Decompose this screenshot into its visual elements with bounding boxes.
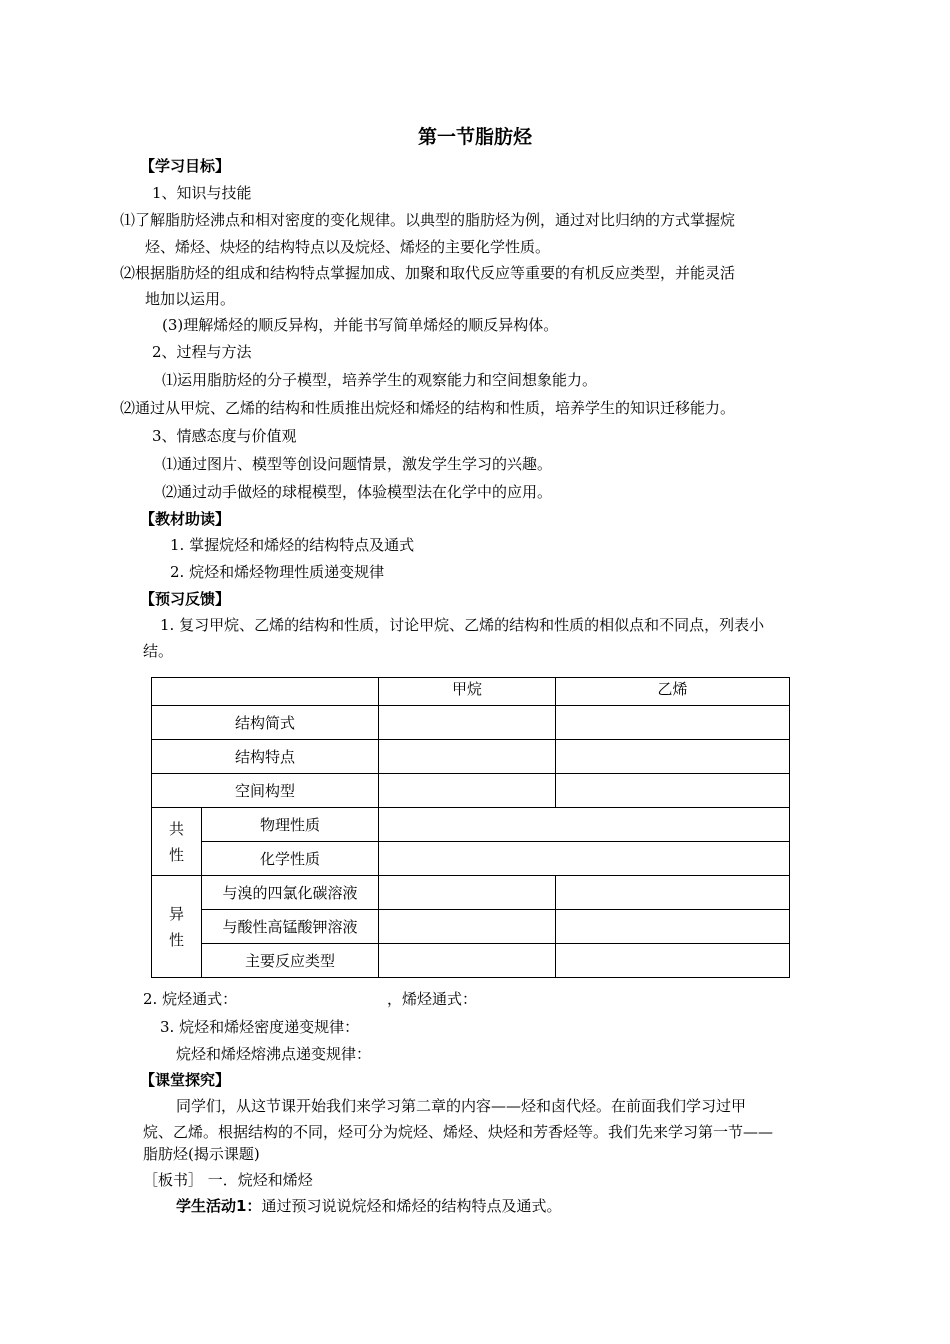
- knowledge-skills-heading: 1、知识与技能: [152, 184, 252, 202]
- diff-char-1: 异: [168, 904, 184, 923]
- objective-line: ⑴了解脂肪烃沸点和相对密度的变化规律。以典型的脂肪烃为例，通过对比归纳的方式掌握烷: [120, 211, 736, 229]
- header-methane: 甲烷: [379, 678, 556, 706]
- answer-cell[interactable]: [379, 876, 556, 910]
- objective-line: ⑵根据脂肪烃的组成和结构特点掌握加成、加聚和取代反应等重要的有机反应类型，并能灵活: [120, 264, 736, 282]
- row-label-formula: 结构简式: [152, 706, 379, 740]
- objective-line: (3)理解烯烃的顺反异构，并能书写简单烯烃的顺反异构体。: [162, 316, 559, 334]
- objective-line: 烃、烯烃、炔烃的结构特点以及烷烃、烯烃的主要化学性质。: [145, 238, 551, 256]
- explore-paragraph-line: 脂肪烃(揭示课题): [143, 1145, 260, 1163]
- page-title: 第一节脂肪烃: [417, 126, 532, 148]
- answer-cell-wide[interactable]: [379, 842, 790, 876]
- row-label-physical: 物理性质: [202, 808, 379, 842]
- board-note: ［板书］ 一．烷烃和烯烃: [143, 1171, 313, 1189]
- common-char-1: 共: [168, 819, 184, 838]
- row-label-kmno4: 与酸性高锰酸钾溶液: [202, 910, 379, 944]
- reading-item: 2. 烷烃和烯烃物理性质递变规律: [170, 563, 385, 581]
- objectives-heading: 【学习目标】: [140, 157, 231, 175]
- table-corner-cell: [152, 678, 379, 706]
- reading-item: 1. 掌握烷烃和烯烃的结构特点及通式: [170, 536, 415, 554]
- objective-line: ⑵通过从甲烷、乙烯的结构和性质推出烷烃和烯烃的结构和性质，培养学生的知识迁移能力。: [120, 399, 736, 417]
- preview-question-2a: 2. 烷烃通式：: [143, 990, 238, 1008]
- objective-line: ⑵通过动手做烃的球棍模型，体验模型法在化学中的应用。: [162, 483, 553, 501]
- objective-line: ⑴运用脂肪烃的分子模型，培养学生的观察能力和空间想象能力。: [162, 371, 598, 389]
- answer-cell[interactable]: [379, 740, 556, 774]
- process-method-heading: 2、过程与方法: [152, 343, 252, 361]
- objective-line: ⑴通过图片、模型等创设问题情景，激发学生学习的兴趣。: [162, 455, 553, 473]
- answer-cell[interactable]: [379, 706, 556, 740]
- preview-question-3: 3. 烷烃和烯烃密度递变规律：: [160, 1018, 360, 1036]
- row-label-shape: 空间构型: [152, 774, 379, 808]
- row-label-chemical: 化学性质: [202, 842, 379, 876]
- row-label-feature: 结构特点: [152, 740, 379, 774]
- preview-question-3b: 烷烃和烯烃熔沸点递变规律：: [176, 1045, 372, 1063]
- answer-cell-wide[interactable]: [379, 808, 790, 842]
- explore-paragraph-line: 烷、乙烯。根据结构的不同，烃可分为烷烃、烯烃、炔烃和芳香烃等。我们先来学习第一节——: [143, 1123, 774, 1141]
- difference-group-label: [152, 876, 202, 978]
- answer-cell[interactable]: [379, 774, 556, 808]
- common-group-label: [152, 808, 202, 876]
- preview-question-1-cont: 结。: [143, 642, 174, 660]
- explore-heading: 【课堂探究】: [140, 1071, 231, 1089]
- answer-cell[interactable]: [556, 774, 790, 808]
- header-ethylene: 乙烯: [556, 678, 790, 706]
- explore-paragraph-line: 同学们，从这节课开始我们来学习第二章的内容——烃和卤代烃。在前面我们学习过甲: [176, 1097, 747, 1115]
- preview-question-2b: ，烯烃通式：: [387, 990, 478, 1008]
- activity-text: 通过预习说说烷烃和烯烃的结构特点及通式。: [261, 1197, 562, 1215]
- preview-heading: 【预习反馈】: [140, 590, 231, 608]
- diff-char-2: 性: [168, 930, 184, 949]
- answer-cell[interactable]: [379, 944, 556, 978]
- common-char-2: 性: [168, 845, 184, 864]
- row-label-reaction: 主要反应类型: [202, 944, 379, 978]
- answer-cell[interactable]: [556, 876, 790, 910]
- objective-line: 地加以运用。: [145, 290, 236, 308]
- answer-cell[interactable]: [556, 944, 790, 978]
- student-activity: [176, 1196, 561, 1216]
- attitude-values-heading: 3、情感态度与价值观: [152, 427, 297, 445]
- preview-question-1: 1. 复习甲烷、乙烯的结构和性质，讨论甲烷、乙烯的结构和性质的相似点和不同点，列表小: [160, 616, 765, 634]
- row-label-bromine: 与溴的四氯化碳溶液: [202, 876, 379, 910]
- answer-cell[interactable]: [556, 910, 790, 944]
- answer-cell[interactable]: [556, 706, 790, 740]
- activity-label: 学生活动1：: [176, 1197, 262, 1215]
- reading-heading: 【教材助读】: [140, 510, 231, 528]
- answer-cell[interactable]: [556, 740, 790, 774]
- comparison-table: [151, 677, 790, 978]
- answer-cell[interactable]: [379, 910, 556, 944]
